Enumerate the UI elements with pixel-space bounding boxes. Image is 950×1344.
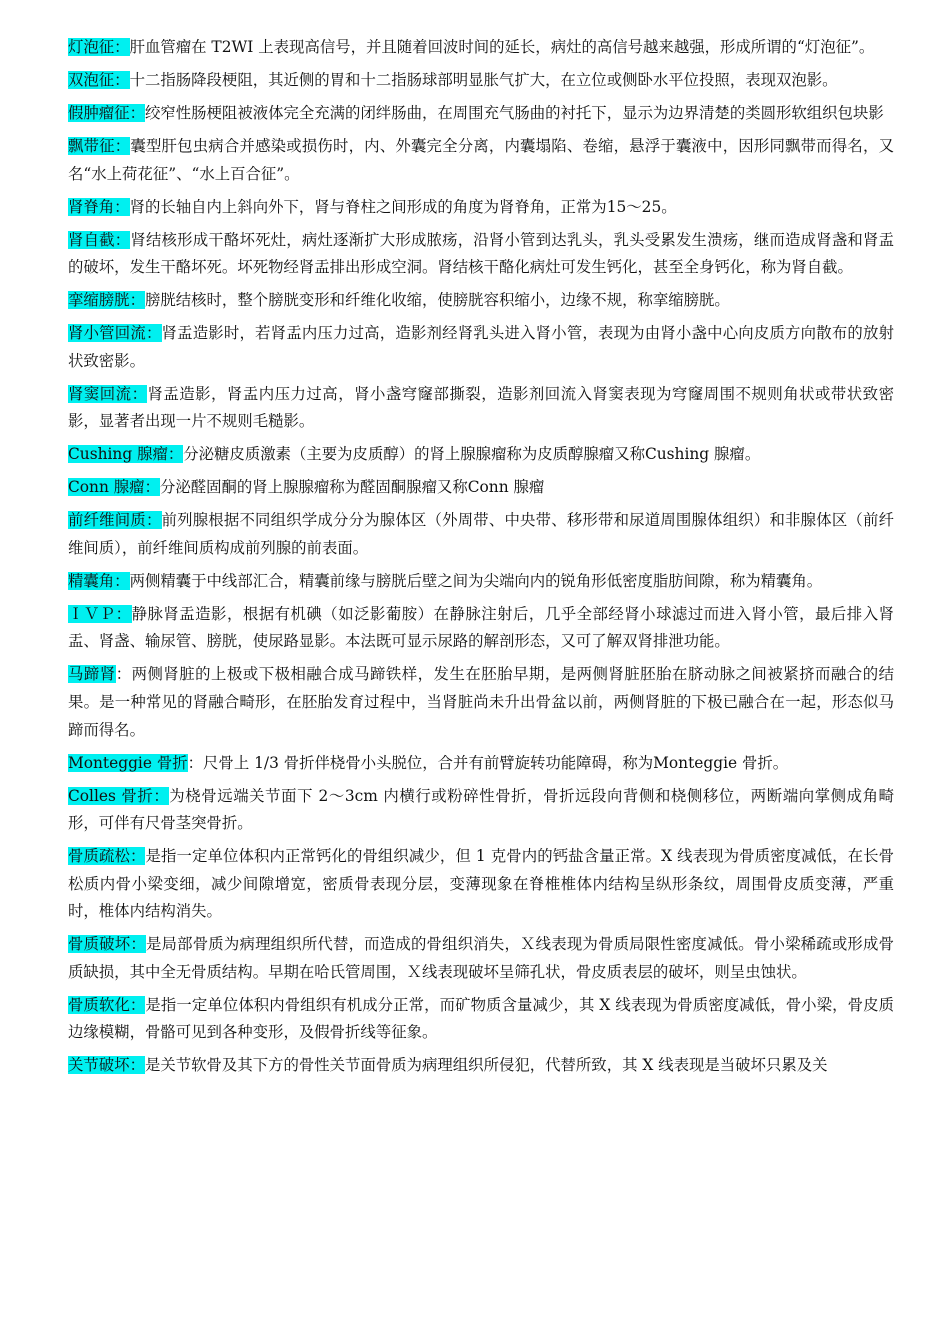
entry-definition: ：尺骨上 1/3 骨折伴桡骨小头脱位，合并有前臂旋转功能障碍，称为Monteggie 骨折。 <box>187 753 789 772</box>
glossary-entry <box>68 194 894 222</box>
glossary-entry <box>68 661 894 744</box>
entry-term: 飘带征： <box>68 136 131 155</box>
entry-term: Monteggie 骨折 <box>68 753 188 772</box>
entry-term: Colles 骨折： <box>68 786 170 805</box>
entry-term: 骨质破坏： <box>68 935 146 954</box>
glossary-entry <box>68 34 894 62</box>
entry-term: 肾窦回流： <box>68 384 148 403</box>
glossary-entry <box>68 783 894 838</box>
entry-definition: 为桡骨远端关节面下 2～3cm 内横行或粉碎性骨折，骨折远段向背侧和桡侧移位，两断端向掌侧成角畸形，可伴有尺骨茎突骨折。 <box>68 786 894 833</box>
entry-definition: 肾盂造影时，若肾盂内压力过高，造影剂经肾乳头进入肾小管，表现为由肾小盏中心向皮质方向散布的放射状致密影。 <box>68 324 894 370</box>
glossary-entry <box>68 287 894 315</box>
entry-definition: 是局部骨质为病理组织所代替，而造成的骨组织消失，Ｘ线表现为骨质局限性密度减低。骨小梁稀疏或形成骨质缺损，其中全无骨质结构。早期在哈氏管周围，Ｘ线表现破坏呈筛孔状，骨皮质表层的破坏，则呈虫蚀状。 <box>68 935 894 981</box>
entry-definition: 肝血管瘤在 T2WI 上表现高信号，并且随着回波时间的延长，病灶的高信号越来越强，形成所谓的“灯泡征”。 <box>129 38 875 56</box>
entry-term: 精囊角： <box>68 571 130 590</box>
entry-definition: 两侧精囊于中线部汇合，精囊前缘与膀胱后壁之间为尖端向内的锐角形低密度脂肪间隙，称为精囊角。 <box>129 571 823 590</box>
glossary-entry <box>68 931 894 986</box>
entry-term: 肾脊角： <box>68 197 130 216</box>
glossary-entry <box>68 67 894 95</box>
entry-definition: 十二指肠降段梗阻，其近侧的胃和十二指肠球部明显胀气扩大，在立位或侧卧水平位投照，表现双泡影。 <box>129 70 838 89</box>
entry-term: 前纤维间质： <box>68 511 162 530</box>
glossary-entry <box>68 1052 894 1080</box>
glossary-entry <box>68 507 894 562</box>
entry-definition: 是指一定单位体积内正常钙化的骨组织减少，但 1 克骨内的钙盐含量正常。X 线表现为骨质密度减低，在长骨松质内骨小梁变细，减少间隙增宽，密质骨表现分层，变薄现象在脊椎椎体内结构呈纵形条纹，周围骨皮质变薄，严重时，椎体内结构消失。 <box>68 847 894 921</box>
document-page <box>68 34 894 1085</box>
entry-definition: 绞窄性肠梗阻被液体完全充满的闭绊肠曲，在周围充气肠曲的衬托下，显示为边界清楚的类圆形软组织包块影 <box>144 103 884 122</box>
entry-term: 肾小管回流： <box>68 324 162 343</box>
entry-definition: 肾盂造影，肾盂内压力过高，肾小盏穹窿部撕裂，造影剂回流入肾窦表现为穹窿周围不规则角状或带状致密影，显著者出现一片不规则毛糙影。 <box>68 384 894 431</box>
glossary-entry <box>68 568 894 596</box>
entry-term: 马蹄肾 <box>68 665 116 684</box>
entry-definition: 肾结核形成干酪坏死灶，病灶逐渐扩大形成脓疡，沿肾小管到达乳头，乳头受累发生溃疡，继而造成肾盏和肾盂的破坏，发生干酪坏死。坏死物经肾盂排出形成空洞。肾结核干酪化病灶可发生钙化，甚至全身钙化，称为肾自截。 <box>68 230 894 277</box>
entry-term: 骨质软化： <box>68 995 146 1014</box>
entry-term: Conn 腺瘤： <box>68 478 160 497</box>
glossary-entry <box>68 381 894 436</box>
glossary-entry <box>68 320 894 375</box>
entry-term: ＩＶＰ： <box>68 604 132 623</box>
glossary-entry <box>68 750 894 778</box>
glossary-entry <box>68 843 894 926</box>
entry-term: 骨质疏松： <box>68 847 146 866</box>
glossary-entry <box>68 133 894 188</box>
entry-term: 挛缩膀胱： <box>68 291 145 310</box>
entry-term: 肾自截： <box>68 230 131 249</box>
entry-definition: 分泌糖皮质激素（主要为皮质醇）的肾上腺腺瘤称为皮质醇腺瘤又称Cushing 腺瘤。 <box>183 445 761 464</box>
entry-term: 关节破坏： <box>68 1056 145 1075</box>
entry-definition: 是关节软骨及其下方的骨性关节面骨质为病理组织所侵犯，代替所致，其 X 线表现是当破坏只累及关 <box>144 1056 828 1075</box>
entry-definition: 肾的长轴自内上斜向外下，肾与脊柱之间形成的角度为肾脊角，正常为15～25。 <box>129 197 677 216</box>
glossary-entry <box>68 474 894 502</box>
glossary-entry <box>68 992 894 1047</box>
entry-definition: 是指一定单位体积内骨组织有机成分正常，而矿物质含量减少，其 X 线表现为骨质密度减低，骨小梁，骨皮质边缘模糊，骨骼可见到各种变形，及假骨折线等征象。 <box>68 995 894 1042</box>
glossary-entry <box>68 227 894 282</box>
glossary-entry <box>68 100 894 128</box>
entry-definition: 分泌醛固酮的肾上腺腺瘤称为醛固酮腺瘤又称Conn 腺瘤 <box>159 478 545 497</box>
entry-definition: 膀胱结核时，整个膀胱变形和纤维化收缩，使膀胱容积缩小，边缘不规，称挛缩膀胱。 <box>144 291 730 310</box>
entry-definition: 囊型肝包虫病合并感染或损伤时，内、外囊完全分离，内囊塌陷、卷缩，悬浮于囊液中，因形同飘带而得名，又名“水上荷花征”、“水上百合征”。 <box>68 136 894 183</box>
entry-term: 双泡征： <box>68 70 130 89</box>
entry-definition: ：两侧肾脏的上极或下极相融合成马蹄铁样，发生在胚胎早期，是两侧肾脏胚胎在脐动脉之间被紧挤而融合的结果。是一种常见的肾融合畸形，在胚胎发育过程中，当肾脏尚未升出骨盆以前，两侧肾脏的下极已融合在一起，形态似马蹄而得名。 <box>68 665 894 739</box>
entry-definition: 静脉肾盂造影，根据有机碘（如泛影葡胺）在静脉注射后，几乎全部经肾小球滤过而进入肾小管，最后排入肾盂、肾盏、输尿管、膀胱，使尿路显影。本法既可显示尿路的解剖形态，又可了解双肾排泄功能。 <box>68 604 894 651</box>
entry-term: 灯泡征： <box>68 38 130 56</box>
entry-definition: 前列腺根据不同组织学成分分为腺体区（外周带、中央带、移形带和尿道周围腺体组织）和非腺体区（前纤维间质），前纤维间质构成前列腺的前表面。 <box>68 511 894 557</box>
entry-term: Cushing 腺瘤： <box>68 445 184 464</box>
glossary-entry <box>68 441 894 469</box>
glossary-entry <box>68 601 894 656</box>
entry-term: 假肿瘤征： <box>68 103 145 122</box>
